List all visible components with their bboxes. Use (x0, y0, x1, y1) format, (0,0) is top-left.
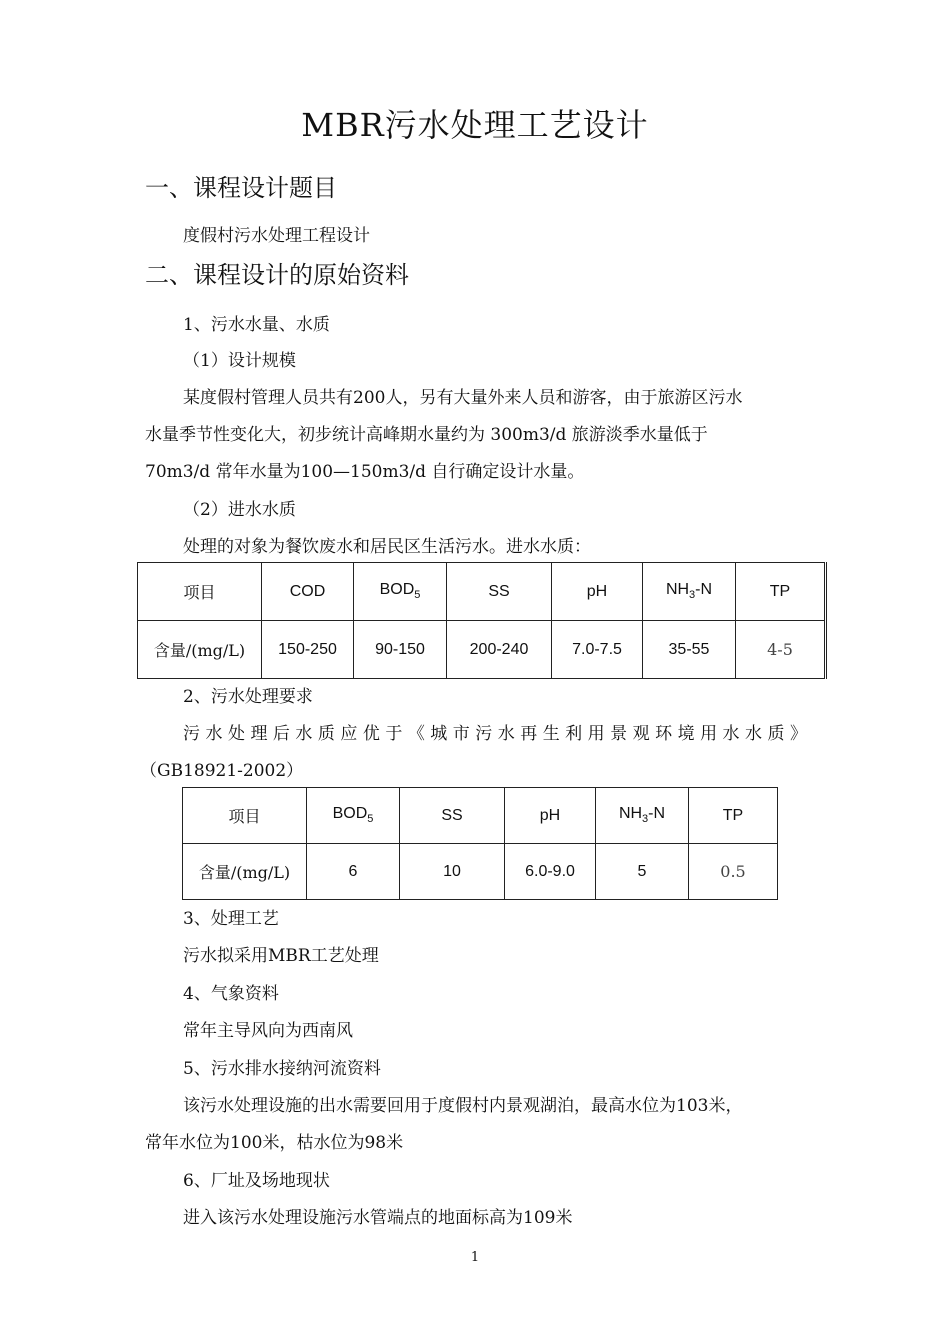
requirement-text-line-1: 污水处理后水质应优于《城市污水再生利用景观环境用水水质》 (183, 724, 807, 744)
river-text-line-2: 常年水位为100米，枯水位为98米 (145, 1133, 404, 1153)
table-cell: $BOD_5$ (307, 788, 400, 844)
scale-text-line-2: 水量季节性变化大，初步统计高峰期水量约为 300m3/d 旅游淡季水量低于 (145, 425, 708, 445)
item-2-heading: 2、污水处理要求 (183, 687, 313, 707)
site-text: 进入该污水处理设施污水管端点的地面标高为109米 (183, 1208, 573, 1228)
table-cell: 项目 (138, 563, 262, 621)
scale-text-line-3: 70m3/d 常年水量为100—150m3/d 自行确定设计水量。 (145, 462, 585, 482)
river-text-line-1: 该污水处理设施的出水需要回用于度假村内景观湖泊，最高水位为103米， (183, 1096, 743, 1116)
effluent-requirement-table (182, 787, 778, 900)
design-topic-text: 度假村污水处理工程设计 (183, 226, 370, 246)
table-cell: $NH_3-N$ (596, 788, 689, 844)
table-cell: pH (505, 788, 596, 844)
table-cell: 0.5 (689, 844, 778, 900)
item-4-heading: 4、气象资料 (183, 984, 279, 1004)
table-cell: 7.0-7.5 (552, 621, 643, 679)
table-cell: 10 (400, 844, 505, 900)
influent-quality-table (137, 562, 827, 679)
table-cell: 5 (596, 844, 689, 900)
table-cell: 4-5 (736, 621, 826, 679)
table-cell: SS (400, 788, 505, 844)
table-cell: 200-240 (447, 621, 552, 679)
table-cell: $NH_3-N$ (643, 563, 736, 621)
influent-intro-text: 处理的对象为餐饮废水和居民区生活污水。进水水质： (183, 537, 591, 557)
table-cell: 含量/(mg/L) (138, 621, 262, 679)
table-cell: $BOD_5$ (354, 563, 447, 621)
table-cell: COD (262, 563, 354, 621)
table-row (183, 844, 778, 900)
page-number: 1 (470, 1250, 480, 1265)
process-text: 污水拟采用MBR工艺处理 (183, 946, 379, 966)
table-cell: TP (689, 788, 778, 844)
table-header-row (138, 563, 826, 621)
item-5-heading: 5、污水排水接纳河流资料 (183, 1059, 381, 1079)
table-row (138, 621, 826, 679)
weather-text: 常年主导风向为西南风 (183, 1021, 353, 1041)
subitem-influent-quality: （2）进水水质 (183, 500, 296, 520)
table-cell: 35-55 (643, 621, 736, 679)
table-cell: SS (447, 563, 552, 621)
table-cell: 项目 (183, 788, 307, 844)
document-title: MBR污水处理工艺设计 (301, 106, 649, 144)
scale-text-line-1: 某度假村管理人员共有200人，另有大量外来人员和游客，由于旅游区污水 (183, 388, 743, 408)
table-cell: 6.0-9.0 (505, 844, 596, 900)
item-6-heading: 6、厂址及场地现状 (183, 1171, 330, 1191)
section-heading-2: 二、课程设计的原始资料 (145, 261, 409, 289)
item-3-heading: 3、处理工艺 (183, 909, 279, 929)
item-1-heading: 1、污水水量、水质 (183, 315, 330, 335)
table-cell: TP (736, 563, 826, 621)
table-cell: 90-150 (354, 621, 447, 679)
table-cell: 含量/(mg/L) (183, 844, 307, 900)
table-cell: pH (552, 563, 643, 621)
table-cell: 150-250 (262, 621, 354, 679)
table-cell: 6 (307, 844, 400, 900)
subitem-design-scale: （1）设计规模 (183, 351, 296, 371)
table-header-row (183, 788, 778, 844)
section-heading-1: 一、课程设计题目 (145, 174, 337, 202)
requirement-text-line-2: （GB18921-2002） (140, 761, 304, 781)
